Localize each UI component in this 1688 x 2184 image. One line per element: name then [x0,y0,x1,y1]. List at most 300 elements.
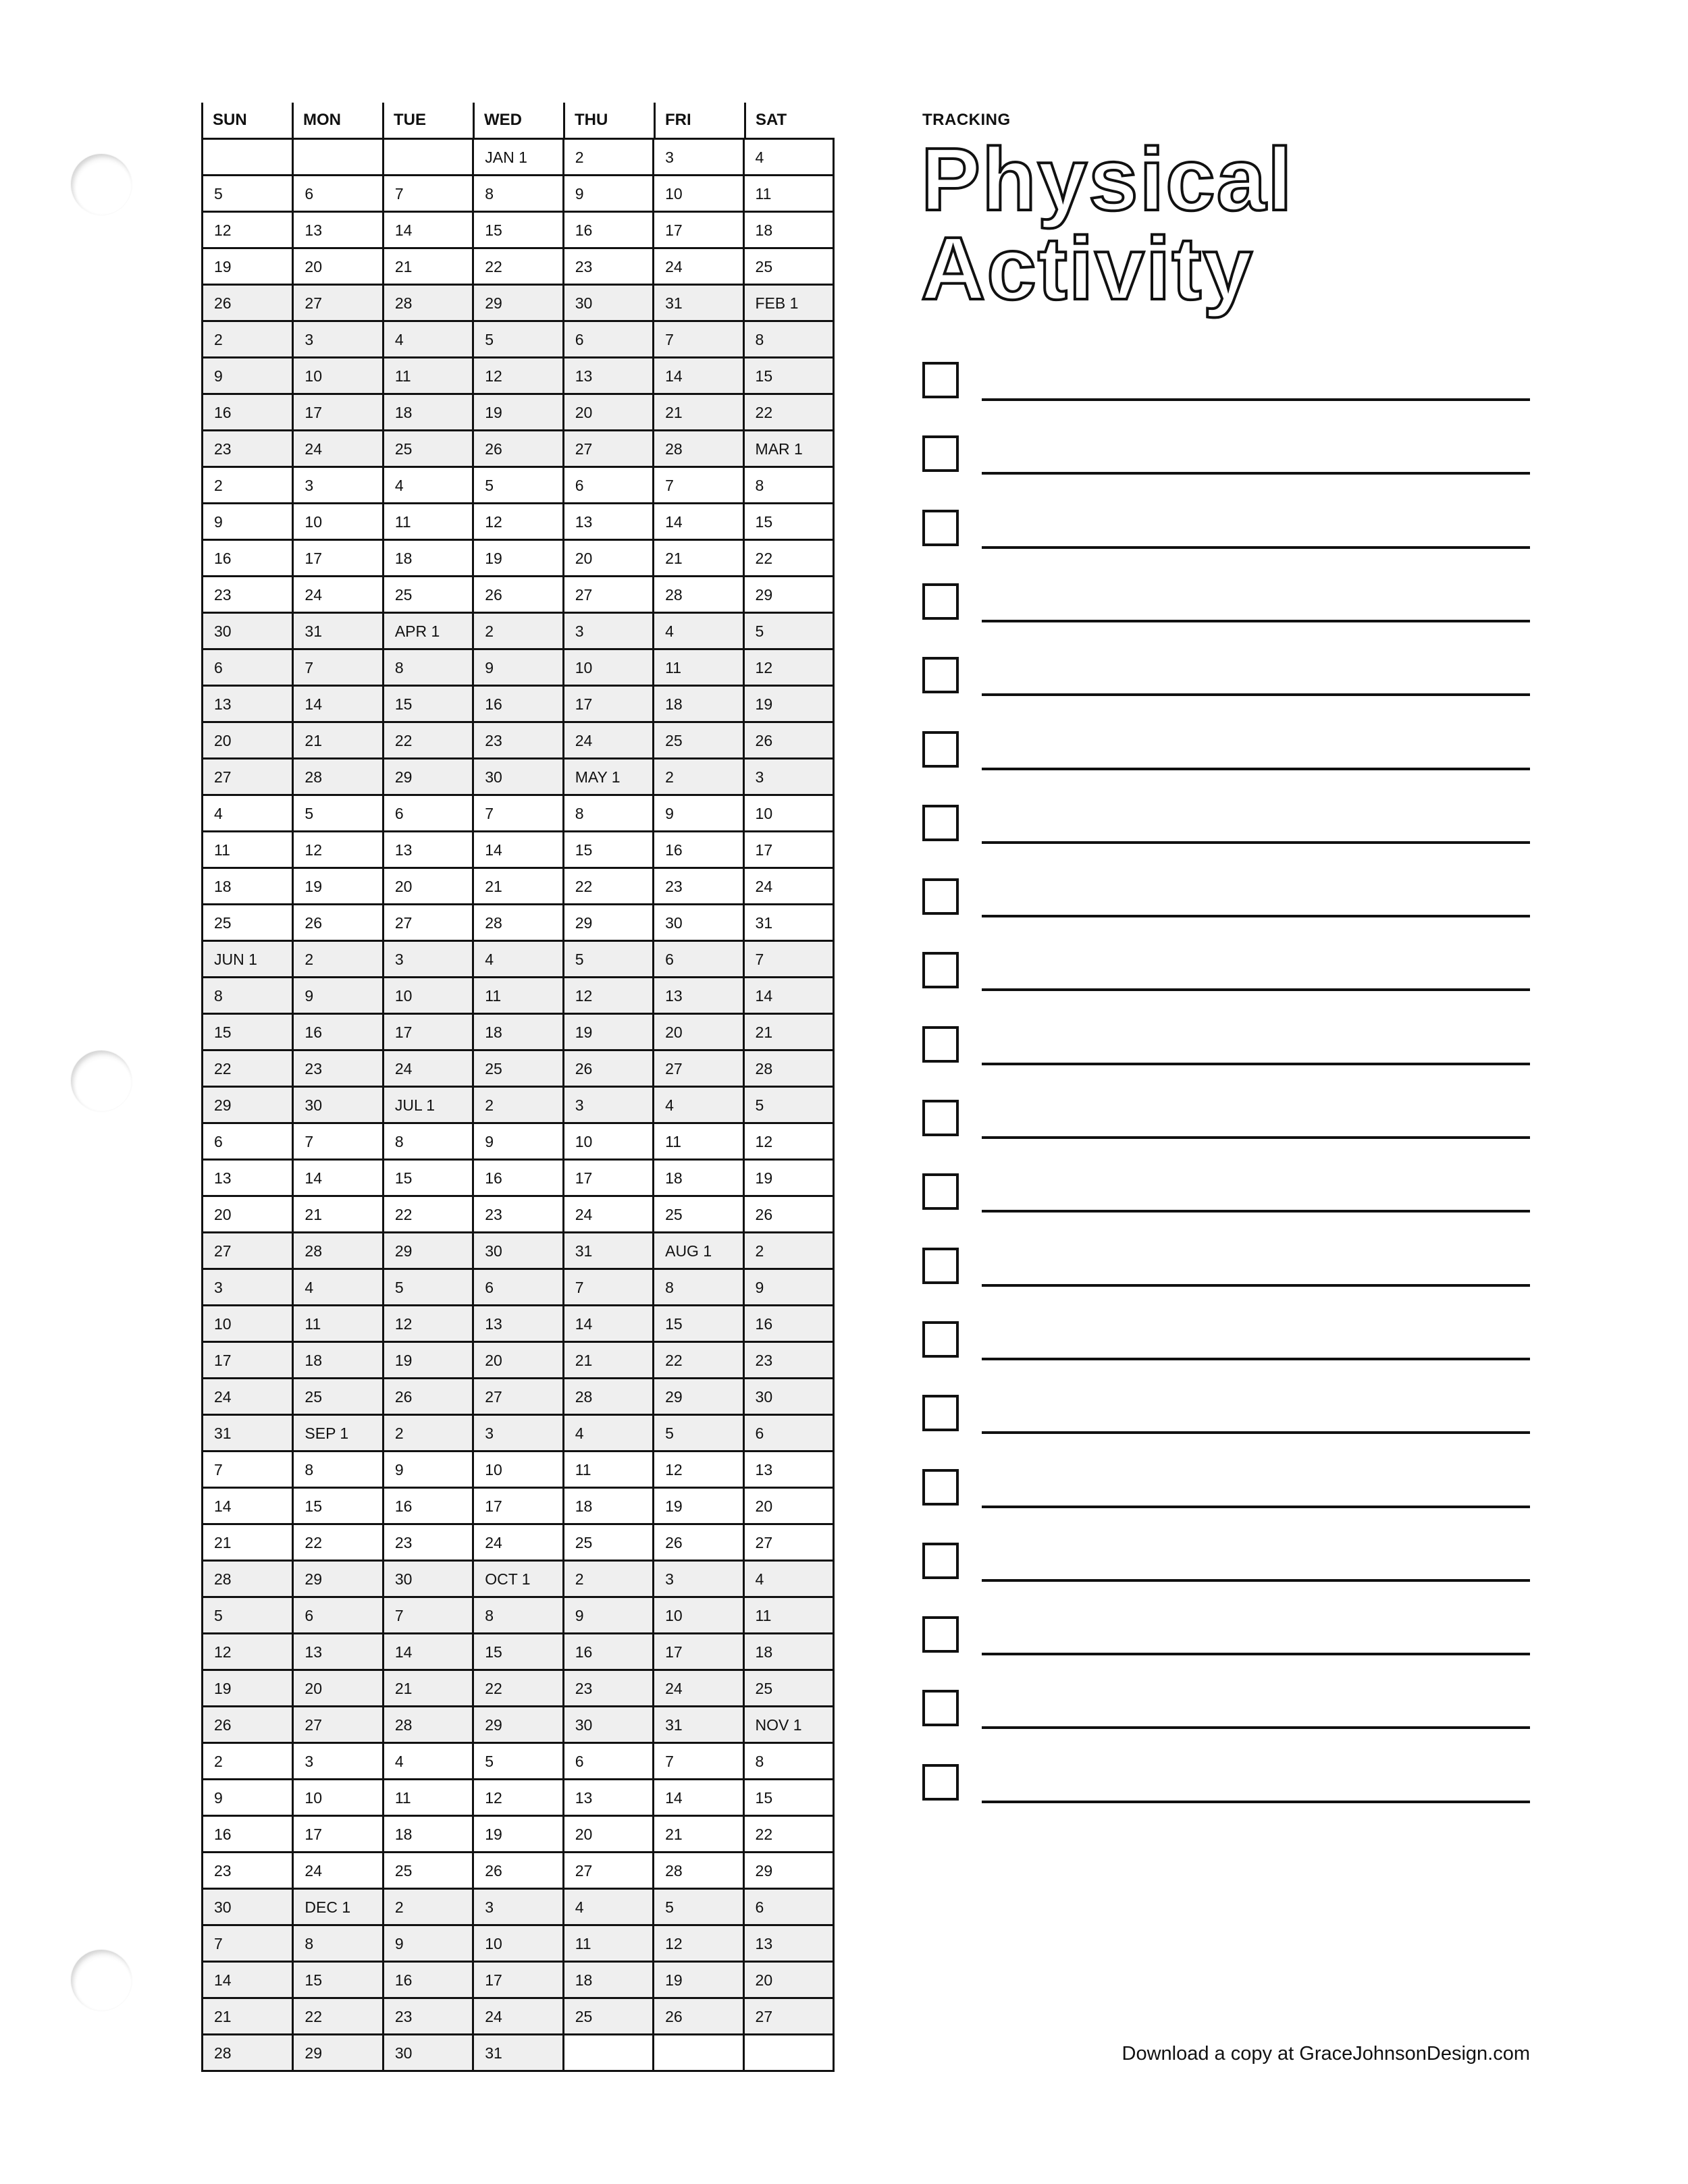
week-row [203,1195,833,1231]
week-row [203,174,833,211]
day-cell: 21 [382,249,472,284]
day-cell: 17 [562,1161,652,1195]
day-cell: 5 [472,468,562,502]
checklist-item [922,510,1530,550]
write-in-line[interactable] [982,988,1530,991]
day-cell: 24 [652,1671,742,1705]
day-cell: 3 [652,140,742,174]
day-cell: 14 [292,687,381,721]
week-row [203,211,833,247]
day-cell: 30 [382,1562,472,1596]
day-cell: AUG 1 [652,1233,742,1268]
day-cell: 28 [652,431,742,466]
day-cell: 16 [292,1015,381,1049]
checkbox[interactable] [922,362,959,398]
day-cell: 8 [382,650,472,685]
day-cell: 11 [652,650,742,685]
page-title [921,130,1294,318]
footer-credit: Download a copy at GraceJohnsonDesign.com [1122,2043,1530,2065]
week-row [203,356,833,393]
weekday-tue: TUE [382,103,473,138]
day-cell: 23 [562,249,652,284]
day-cell: 26 [292,905,381,940]
checkbox[interactable] [922,1543,959,1579]
checklist-item [922,435,1530,476]
write-in-line[interactable] [982,1210,1530,1213]
write-in-line[interactable] [982,1063,1530,1065]
day-cell: 7 [743,942,833,976]
day-cell: 26 [562,1051,652,1086]
day-cell: 4 [382,322,472,356]
day-cell: 16 [214,1826,232,1843]
write-in-line[interactable] [982,398,1530,401]
day-cell: 27 [292,286,381,320]
write-in-line[interactable] [982,1431,1530,1434]
week-row [203,648,833,685]
week-row [203,284,833,320]
write-in-line[interactable] [982,620,1530,622]
day-cell [652,2035,742,2070]
write-in-line[interactable] [982,1579,1530,1582]
day-cell: 14 [652,358,742,393]
day-cell: 2 [472,1088,562,1122]
day-cell: 6 [214,659,223,676]
day-cell: 24 [292,431,381,466]
checkbox[interactable] [922,952,959,988]
checklist-item [922,362,1530,402]
day-cell [382,140,472,174]
week-row [203,1997,833,2033]
day-cell: 14 [292,1161,381,1195]
checklist-item [922,583,1530,624]
day-cell: 29 [472,1707,562,1742]
day-cell: 22 [292,1525,381,1560]
day-cell: 3 [652,1562,742,1596]
checkbox[interactable] [922,1100,959,1136]
checklist-item [922,952,1530,992]
week-row [203,1888,833,1924]
day-cell: 20 [382,869,472,903]
day-cell: 9 [472,1124,562,1158]
day-cell: 9 [214,1789,223,1807]
day-cell: 31 [292,614,381,648]
weekday-header [201,103,835,138]
checklist-item [922,731,1530,772]
day-cell: 30 [214,622,232,640]
day-cell: 23 [214,440,232,458]
day-cell: 12 [743,650,833,685]
day-cell: 22 [472,1671,562,1705]
day-cell: 16 [214,404,232,421]
day-cell: 18 [382,395,472,429]
day-cell: 24 [214,1388,232,1406]
day-cell: 13 [743,1926,833,1961]
day-cell: 7 [382,1598,472,1632]
day-cell: 2 [562,140,652,174]
checklist-item [922,1469,1530,1510]
day-cell: 18 [562,1963,652,1997]
day-cell: 4 [652,1088,742,1122]
day-cell: 17 [292,395,381,429]
checklist-item [922,1395,1530,1435]
day-cell: FEB 1 [743,286,833,320]
day-cell: OCT 1 [472,1562,562,1596]
day-cell: 21 [214,2008,232,2025]
write-in-line[interactable] [982,472,1530,475]
day-cell [562,2035,652,2070]
day-cell: 27 [214,1242,232,1260]
day-cell: 21 [652,541,742,575]
day-cell: 7 [652,1744,742,1778]
day-cell: 7 [292,1124,381,1158]
weekday-fri: FRI [654,103,744,138]
day-cell: 3 [472,1416,562,1450]
day-cell: 18 [382,1817,472,1851]
day-cell: 19 [652,1489,742,1523]
day-cell: 17 [743,832,833,867]
day-cell: 28 [382,1707,472,1742]
day-cell: 21 [472,869,562,903]
week-row [203,539,833,575]
day-cell: 7 [292,650,381,685]
day-cell: 20 [562,541,652,575]
day-cell: 22 [652,1343,742,1377]
day-cell: 26 [382,1379,472,1414]
checklist-item [922,1100,1530,1140]
day-cell: 9 [562,176,652,211]
day-cell: 28 [652,577,742,612]
weekday-sat: SAT [744,103,835,138]
day-cell: 29 [214,1096,232,1114]
day-cell: 13 [562,358,652,393]
day-cell: 16 [382,1963,472,1997]
day-cell: 27 [472,1379,562,1414]
week-row [203,1742,833,1778]
day-cell: 4 [562,1416,652,1450]
day-cell: 6 [743,1890,833,1924]
checkbox[interactable] [922,731,959,768]
day-cell: 19 [743,1161,833,1195]
day-cell: 13 [292,213,381,247]
binder-hole-top [71,154,132,215]
day-cell: MAR 1 [743,431,833,466]
day-cell: 26 [214,294,232,312]
day-cell: 27 [562,1853,652,1888]
day-cell: 20 [214,1206,232,1223]
day-cell: 12 [382,1306,472,1341]
day-cell: 10 [562,1124,652,1158]
week-row [203,1632,833,1669]
week-row [203,1669,833,1705]
day-cell: 20 [562,1817,652,1851]
checklist-item [922,878,1530,919]
day-cell: 14 [743,978,833,1013]
week-row [203,1705,833,1742]
day-cell: 20 [562,395,652,429]
week-row [203,1560,833,1596]
day-cell: 9 [382,1452,472,1487]
week-row [203,1596,833,1632]
day-cell: 25 [743,249,833,284]
day-cell: 2 [652,760,742,794]
day-cell: 19 [472,395,562,429]
day-cell: 17 [652,1634,742,1669]
day-cell: 15 [382,1161,472,1195]
checkbox[interactable] [922,1026,959,1063]
day-cell: 24 [292,1853,381,1888]
day-cell: MAY 1 [562,760,652,794]
day-cell: 22 [743,1817,833,1851]
write-in-line[interactable] [982,841,1530,844]
day-cell: 19 [743,687,833,721]
day-cell: 8 [652,1270,742,1304]
day-cell: 18 [382,541,472,575]
week-row [203,794,833,830]
day-cell: 9 [472,650,562,685]
day-cell: 27 [562,431,652,466]
day-cell: 8 [214,987,223,1005]
day-cell: 6 [382,796,472,830]
day-cell: 19 [382,1343,472,1377]
week-row [203,429,833,466]
day-cell: 2 [743,1233,833,1268]
day-cell: 15 [472,1634,562,1669]
write-in-line[interactable] [982,1726,1530,1729]
week-row [203,1304,833,1341]
day-cell: 6 [472,1270,562,1304]
day-cell: 13 [562,1780,652,1815]
day-cell: 8 [562,796,652,830]
day-cell: 12 [292,832,381,867]
write-in-line[interactable] [982,1801,1530,1803]
day-cell: 23 [472,723,562,757]
day-cell: 11 [562,1926,652,1961]
write-in-line[interactable] [982,915,1530,917]
day-cell: 4 [743,1562,833,1596]
day-cell: 16 [743,1306,833,1341]
checkbox[interactable] [922,878,959,915]
week-row [203,502,833,539]
day-cell: 26 [472,431,562,466]
day-cell: 13 [382,832,472,867]
day-cell: 11 [382,504,472,539]
day-cell: 23 [382,1525,472,1560]
week-row [203,1778,833,1815]
checkbox[interactable] [922,1469,959,1506]
week-row [203,1013,833,1049]
day-cell: 2 [472,614,562,648]
day-cell: 16 [472,687,562,721]
day-cell: 12 [472,1780,562,1815]
day-cell: 25 [382,577,472,612]
day-cell: 12 [214,221,232,239]
day-cell [203,140,292,174]
day-cell: 31 [652,286,742,320]
week-row [203,1487,833,1523]
checkbox[interactable] [922,435,959,472]
write-in-line[interactable] [982,1136,1530,1139]
day-cell: 9 [292,978,381,1013]
day-cell: 28 [292,760,381,794]
day-cell: 11 [562,1452,652,1487]
day-cell: 9 [214,367,223,385]
week-row [203,757,833,794]
checkbox[interactable] [922,1173,959,1210]
checkbox[interactable] [922,1616,959,1653]
day-cell: 27 [743,1999,833,2033]
week-row [203,1231,833,1268]
day-cell: 10 [652,1598,742,1632]
day-cell: 30 [292,1088,381,1122]
day-cell: 26 [472,577,562,612]
day-cell: 5 [743,1088,833,1122]
day-cell: 11 [743,1598,833,1632]
day-cell: 26 [472,1853,562,1888]
day-cell: 18 [743,213,833,247]
day-cell: 23 [382,1999,472,2033]
day-cell: 16 [472,1161,562,1195]
week-row [203,721,833,757]
day-cell: 20 [292,1671,381,1705]
day-cell: 12 [214,1643,232,1661]
week-row [203,1377,833,1414]
day-cell: 24 [562,1197,652,1231]
checkbox[interactable] [922,510,959,546]
checklist-item [922,1690,1530,1730]
day-cell: 18 [562,1489,652,1523]
day-cell: 6 [562,322,652,356]
week-row [203,976,833,1013]
weekday-mon: MON [292,103,382,138]
day-cell: 2 [382,1416,472,1450]
day-cell: 29 [472,286,562,320]
day-cell: 4 [472,942,562,976]
day-cell: 15 [214,1023,232,1041]
title-line-2: Activity [921,219,1254,318]
day-cell: 9 [743,1270,833,1304]
day-cell: 21 [292,1197,381,1231]
checkbox[interactable] [922,805,959,841]
day-cell: 17 [382,1015,472,1049]
day-cell: 28 [472,905,562,940]
day-cell: 3 [292,322,381,356]
checkbox[interactable] [922,1395,959,1431]
day-cell: 5 [214,1607,223,1624]
checkbox[interactable] [922,583,959,620]
day-cell: 9 [214,513,223,531]
weekday-thu: THU [563,103,654,138]
day-cell: DEC 1 [292,1890,381,1924]
day-cell: 29 [652,1379,742,1414]
day-cell: 28 [562,1379,652,1414]
week-row [203,685,833,721]
day-cell: 19 [472,541,562,575]
day-cell: 25 [214,914,232,932]
write-in-line[interactable] [982,768,1530,770]
day-cell: 5 [652,1890,742,1924]
day-cell: 6 [743,1416,833,1450]
checkbox[interactable] [922,1321,959,1358]
write-in-line[interactable] [982,1506,1530,1508]
day-cell: 24 [743,869,833,903]
day-cell: 26 [214,1716,232,1734]
day-cell: 18 [472,1015,562,1049]
write-in-line[interactable] [982,1653,1530,1655]
day-cell: 3 [382,942,472,976]
day-cell: 8 [743,468,833,502]
day-cell: 4 [214,805,223,822]
day-cell [292,140,381,174]
day-cell: 23 [652,869,742,903]
write-in-line[interactable] [982,693,1530,696]
day-cell: 30 [214,1898,232,1916]
day-cell: 7 [472,796,562,830]
day-cell: 18 [652,1161,742,1195]
day-cell: 31 [214,1424,232,1442]
checkbox[interactable] [922,1248,959,1284]
day-cell: 23 [743,1343,833,1377]
day-cell: 22 [382,1197,472,1231]
day-cell: 20 [292,249,381,284]
day-cell: 25 [562,1525,652,1560]
checkbox[interactable] [922,1764,959,1801]
day-cell: JAN 1 [472,140,562,174]
week-row [203,1414,833,1450]
write-in-line[interactable] [982,546,1530,549]
day-cell: 23 [472,1197,562,1231]
day-cell: 4 [382,1744,472,1778]
day-cell: 28 [214,2044,232,2062]
day-cell: 13 [214,1169,232,1187]
day-cell: 28 [382,286,472,320]
week-row [203,393,833,429]
weekday-wed: WED [473,103,563,138]
day-cell: 12 [562,978,652,1013]
day-cell: 16 [562,1634,652,1669]
day-cell: 18 [214,878,232,895]
day-cell: 5 [292,796,381,830]
day-cell: 24 [472,1999,562,2033]
day-cell: 15 [562,832,652,867]
checkbox[interactable] [922,657,959,693]
day-cell: 19 [214,1680,232,1697]
day-cell: 19 [472,1817,562,1851]
day-cell: 29 [743,1853,833,1888]
day-cell: 17 [214,1352,232,1369]
day-cell: 30 [382,2035,472,2070]
day-cell: 18 [743,1634,833,1669]
binder-hole-bottom [71,1950,132,2010]
checkbox[interactable] [922,1690,959,1726]
week-row [203,940,833,976]
day-cell: 13 [562,504,652,539]
day-cell: 29 [292,2035,381,2070]
day-cell: 20 [214,732,232,749]
day-cell: 21 [214,1534,232,1551]
day-cell: 31 [652,1707,742,1742]
write-in-line[interactable] [982,1358,1530,1360]
week-row [203,612,833,648]
day-cell: 27 [214,768,232,786]
day-cell: 13 [743,1452,833,1487]
day-cell: 2 [214,1753,223,1770]
day-cell: 19 [214,258,232,275]
day-cell: 29 [292,1562,381,1596]
day-cell: 4 [652,614,742,648]
write-in-line[interactable] [982,1284,1530,1287]
day-cell: 22 [382,723,472,757]
day-cell: 28 [292,1233,381,1268]
